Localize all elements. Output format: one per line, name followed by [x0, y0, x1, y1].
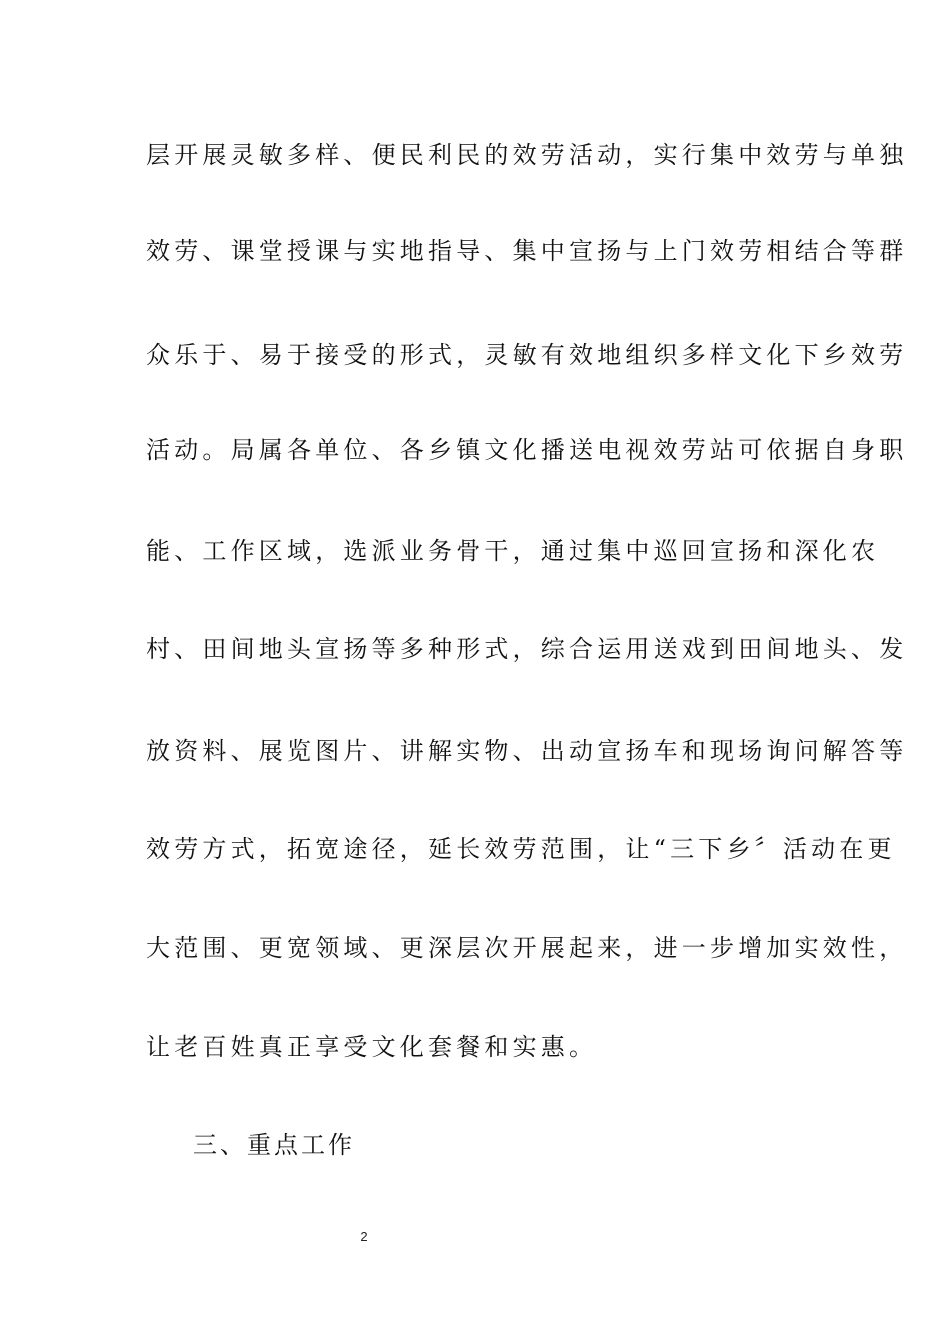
body-text-line: 效劳、课堂授课与实地指导、集中宣扬与上门效劳相结合等群 — [146, 237, 908, 265]
body-text-line: 众乐于、易于接受的形式，灵敏有效地组织多样文化下乡效劳 — [146, 341, 908, 369]
body-text-line: 效劳方式，拓宽途径，延长效劳范围，让“三下乡〞活动在更 — [146, 835, 896, 863]
body-text-line: 能、工作区域，选派业务骨干，通过集中巡回宣扬和深化农 — [146, 537, 880, 565]
body-text-line: 村、田间地头宣扬等多种形式，综合运用送戏到田间地头、发 — [146, 635, 908, 663]
body-text-line: 大范围、更宽领域、更深层次开展起来，进一步增加实效性， — [146, 934, 908, 962]
body-text-line: 层开展灵敏多样、便民利民的效劳活动，实行集中效劳与单独 — [146, 141, 908, 169]
page-number: 2 — [360, 1229, 368, 1244]
body-text-line: 放资料、展览图片、讲解实物、出动宣扬车和现场询问解答等 — [146, 737, 908, 765]
body-text-line: 活动。局属各单位、各乡镇文化播送电视效劳站可依据自身职 — [146, 436, 908, 464]
body-text-line: 让老百姓真正享受文化套餐和实惠。 — [146, 1033, 598, 1061]
section-heading: 三、重点工作 — [193, 1131, 355, 1159]
